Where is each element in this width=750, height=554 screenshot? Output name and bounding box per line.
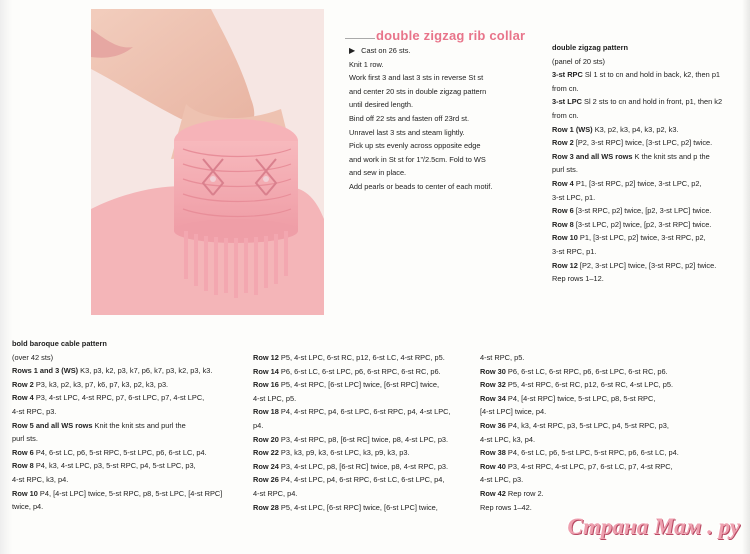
pattern-row-line <box>12 446 222 460</box>
row-label: Row 6 <box>12 447 34 457</box>
row-text: p4. <box>253 420 264 430</box>
row-label: Row 5 and all WS rows <box>12 420 93 430</box>
row-label: Row 38 <box>480 448 506 458</box>
collar-instruction-line: Bind off 22 sts and fasten off 23rd st. <box>349 113 470 123</box>
pattern-row-line <box>480 392 679 406</box>
pattern-row-line <box>253 419 451 433</box>
row-text: P3, 4-st LPC, 4-st RPC, p7, 6-st LPC, p7, 4-st LPC, <box>33 393 205 403</box>
bullet-arrow-icon: ▶ <box>349 46 356 55</box>
row-text: 4-st LPC, k3, p4. <box>480 434 536 444</box>
row-text: Rep row 2. <box>505 488 544 498</box>
title-rule <box>345 38 375 39</box>
pattern-row-line <box>480 487 679 501</box>
collar-instruction-line: Pick up sts evenly across opposite edge <box>349 141 481 151</box>
row-text: P3, k3, p9, k3, 6-st LPC, k3, p9, k3, p3. <box>278 448 410 458</box>
pattern-row-line <box>552 231 722 245</box>
row-text: P4, k3, 4-st LPC, p3, 5-st RPC, p4, 5-st LPC, p3, <box>33 461 196 471</box>
row-label: 3-st LPC <box>552 97 582 107</box>
row-label: Row 24 <box>253 461 279 471</box>
pattern-row-line <box>253 365 451 379</box>
row-text: Sl 2 sts to cn and hold in front, p1, then k2 <box>581 97 723 107</box>
pattern-row-line <box>12 378 222 392</box>
row-text: P3, 4-st RPC, p8, [6-st RC] twice, p8, 4-st LPC, p3. <box>278 434 449 444</box>
row-text: 4-st RPC, p5. <box>480 353 525 362</box>
row-text: [P2, 3-st RPC] twice, [3-st LPC, p2] twice. <box>573 138 713 148</box>
collar-instructions <box>349 44 492 194</box>
row-text: [P2, 3-st LPC] twice, [3-st RPC, p2] twice. <box>577 260 717 270</box>
row-label: Row 10 <box>552 233 578 243</box>
row-text: P4, 6-st LC, p6, 5-st LPC, 5-st RPC, p6, 6-st LC, p4. <box>505 448 679 458</box>
site-watermark: Страна Мам . ру <box>567 514 740 539</box>
row-text: P4, 4-st LPC, p4, 6-st RPC, 6-st LC, 6-st LPC, p4, <box>278 475 445 485</box>
pattern-row-line <box>12 419 222 433</box>
row-label: Row 42 <box>480 488 506 498</box>
pattern-row-line <box>12 391 222 405</box>
collar-instruction-line: and center 20 sts in double zigzag pattern <box>349 86 487 96</box>
row-text: Rep rows 1–12. <box>552 274 604 284</box>
row-text: [4-st LPC] twice, p4. <box>480 407 547 417</box>
row-text: Knit the knit sts and purl the <box>92 420 186 430</box>
row-label: Row 36 <box>480 420 506 430</box>
row-text: K3, p3, k2, p3, k7, p6, k7, p3, k2, p3, k3. <box>78 366 213 376</box>
row-label: Row 10 <box>12 488 38 498</box>
pattern-row-line <box>12 432 222 446</box>
collar-photo <box>91 9 324 315</box>
pattern-row-line <box>480 501 679 515</box>
row-label: Row 4 <box>12 393 34 403</box>
row-text: [3-st LPC, p2] twice, [p2, 3-st RPC] twice. <box>573 219 712 229</box>
row-label: Row 22 <box>253 448 279 458</box>
pattern-row-line <box>552 82 722 96</box>
row-label: Row 8 <box>552 219 574 229</box>
pattern-row-line <box>12 473 222 487</box>
row-label: Row 32 <box>480 380 506 390</box>
zigzag-subheading: (panel of 20 sts) <box>552 56 605 66</box>
row-label: Row 30 <box>480 366 506 376</box>
row-text: 4-st LPC, p5. <box>253 393 297 403</box>
row-label: Row 40 <box>480 461 506 471</box>
row-text: P5, 4-st LPC, [6-st RPC] twice, [6-st LPC] twice, <box>278 502 438 512</box>
row-label: Row 1 (WS) <box>552 124 593 134</box>
page-gutter-left <box>0 0 12 554</box>
row-label: Row 12 <box>253 353 279 362</box>
row-text: 3-st RPC, p1. <box>552 246 597 256</box>
pattern-row-line <box>253 487 451 501</box>
row-text: P1, [3-st RPC, p2] twice, 3-st LPC, p2, <box>573 178 702 188</box>
pattern-row-line <box>480 405 679 419</box>
pattern-row-line <box>12 459 222 473</box>
page-gutter-right <box>742 0 750 554</box>
row-text: 3-st LPC, p1. <box>552 192 596 202</box>
row-text: Rep rows 1–42. <box>480 502 532 512</box>
pattern-row-line <box>552 136 722 150</box>
row-label: Row 4 <box>552 178 574 188</box>
row-text: from cn. <box>552 83 579 93</box>
row-text: K the knit sts and p the <box>632 151 710 161</box>
row-text: P3, 4-st LPC, p8, [6-st RC] twice, p8, 4-st RPC, p3. <box>278 461 449 471</box>
pattern-row-line <box>480 378 679 392</box>
pattern-row-line <box>12 487 222 501</box>
pattern-row-line <box>552 150 722 164</box>
collar-instruction-line: Add pearls or beads to center of each motif. <box>349 181 493 191</box>
pattern-row-line <box>552 218 722 232</box>
pattern-row-line <box>12 405 222 419</box>
pattern-row-line <box>552 272 722 286</box>
row-text: P4, [4-st RPC] twice, 5-st LPC, p8, 5-st RPC, <box>505 393 656 403</box>
pattern-row-line <box>480 419 679 433</box>
pattern-row-line <box>12 500 222 514</box>
baroque-subheading: (over 42 sts) <box>12 352 54 362</box>
pattern-row-line <box>253 501 451 515</box>
row-text: P5, 4-st RPC, [6-st LPC] twice, [6-st RPC] twice, <box>278 380 440 390</box>
row-label: Row 16 <box>253 380 279 390</box>
row-text: P4, [4-st LPC] twice, 5-st RPC, p8, 5-st LPC, [4-st RPC] <box>37 488 223 498</box>
zigzag-heading: double zigzag pattern <box>552 43 628 52</box>
baroque-heading: bold baroque cable pattern <box>12 339 107 348</box>
pattern-row-line <box>552 163 722 177</box>
collar-instruction-line: ▶ Cast on 26 sts. <box>349 44 492 58</box>
collar-instruction-line: Work first 3 and last 3 sts in reverse St st <box>349 73 484 83</box>
row-text: 4-st RPC, p3. <box>12 406 57 416</box>
row-label: Row 20 <box>253 434 279 444</box>
row-label: 3-st RPC <box>552 70 583 80</box>
row-label: Row 14 <box>253 366 279 376</box>
row-label: Rows 1 and 3 (WS) <box>12 366 79 376</box>
row-text: [3-st RPC, p2] twice, [p2, 3-st LPC] twice. <box>573 206 712 216</box>
pattern-row-line <box>253 433 451 447</box>
row-label: Row 8 <box>12 461 34 471</box>
pattern-row-line <box>480 446 679 460</box>
pattern-row-line <box>480 365 679 379</box>
pattern-row-line <box>552 123 722 137</box>
pattern-row-line <box>552 109 722 123</box>
row-text: twice, p4. <box>12 502 44 512</box>
zigzag-pattern <box>552 41 722 286</box>
pattern-row-line <box>552 191 722 205</box>
row-text: Sl 1 st to cn and hold in back, k2, then p1 <box>582 70 721 80</box>
row-label: Row 12 <box>552 260 578 270</box>
pattern-row-line <box>552 68 722 82</box>
pattern-row-line <box>480 433 679 447</box>
row-text: purl sts. <box>12 434 38 444</box>
baroque-column-1 <box>12 337 222 514</box>
row-label: Row 28 <box>253 502 279 512</box>
collar-instruction-line: and work in St st for 1”/2.5cm. Fold to WS <box>349 154 486 164</box>
pattern-row-line <box>253 405 451 419</box>
row-text: P5, 4-st RPC, 6-st RC, p12, 6-st RC, 4-st LPC, p5. <box>505 380 674 390</box>
row-text: from cn. <box>552 110 579 120</box>
collar-instruction-line: until desired length. <box>349 100 414 110</box>
pattern-row-line <box>552 177 722 191</box>
row-text: 4-st RPC, k3, p4. <box>12 474 69 484</box>
pattern-row-line <box>253 378 451 392</box>
row-label: Row 2 <box>12 379 34 389</box>
baroque-column-2 <box>253 351 451 514</box>
pattern-row-line <box>552 95 722 109</box>
pattern-row-line <box>253 392 451 406</box>
row-label: Row 26 <box>253 475 279 485</box>
row-text: P1, [3-st LPC, p2] twice, 3-st RPC, p2, <box>577 233 706 243</box>
pattern-row-line <box>12 364 222 378</box>
row-label: Row 18 <box>253 407 279 417</box>
pattern-row-line <box>253 473 451 487</box>
pattern-row-line <box>253 460 451 474</box>
row-label: Row 34 <box>480 393 506 403</box>
pattern-row-line <box>480 460 679 474</box>
row-text: P6, 6-st LC, 6-st RPC, p6, 6-st LPC, 6-st RC, p6. <box>505 366 668 376</box>
row-text: K3, p2, k3, p4, k3, p2, k3. <box>592 124 679 134</box>
collar-instruction-line: Knit 1 row. <box>349 59 384 69</box>
collar-illustration <box>91 9 324 315</box>
row-text: purl sts. <box>552 165 578 175</box>
row-text: P4, k3, 4-st RPC, p3, 5-st LPC, p4, 5-st RPC, p3, <box>505 420 669 430</box>
pattern-row-line <box>253 351 451 365</box>
pattern-title: double zigzag rib collar <box>376 28 526 43</box>
row-text: P6, 6-st LC, 6-st LPC, p6, 6-st RPC, 6-st RC, p6. <box>278 366 441 376</box>
pattern-row-line <box>552 204 722 218</box>
pattern-row-line <box>253 446 451 460</box>
pattern-row-line <box>480 473 679 487</box>
row-text: P4, 6-st LC, p6, 5-st RPC, 5-st LPC, p6, 6-st LC, p4. <box>33 447 207 457</box>
row-text: P5, 4-st LPC, 6-st RC, p12, 6-st LC, 4-st RPC, p5. <box>278 353 445 362</box>
row-text: P4, 4-st RPC, p4, 6-st LPC, 6-st RPC, p4, 4-st LPC, <box>278 407 451 417</box>
row-label: Row 2 <box>552 138 574 148</box>
collar-instruction-line: and sew in place. <box>349 168 407 178</box>
baroque-column-3 <box>480 351 679 514</box>
row-text: 4-st LPC, p3. <box>480 475 524 485</box>
row-text: 4-st RPC, p4. <box>253 488 298 498</box>
pattern-row-line <box>552 259 722 273</box>
row-text: P3, 4-st RPC, 4-st LPC, p7, 6-st LC, p7, 4-st RPC, <box>505 461 673 471</box>
row-label: Row 6 <box>552 206 574 216</box>
pattern-row-line <box>552 245 722 259</box>
pattern-row-line <box>480 351 679 365</box>
collar-instruction-line: Unravel last 3 sts and steam lightly. <box>349 127 465 137</box>
row-text: P3, k3, p2, k3, p7, k6, p7, k3, p2, k3, p3. <box>33 379 169 389</box>
row-label: Row 3 and all WS rows <box>552 151 633 161</box>
